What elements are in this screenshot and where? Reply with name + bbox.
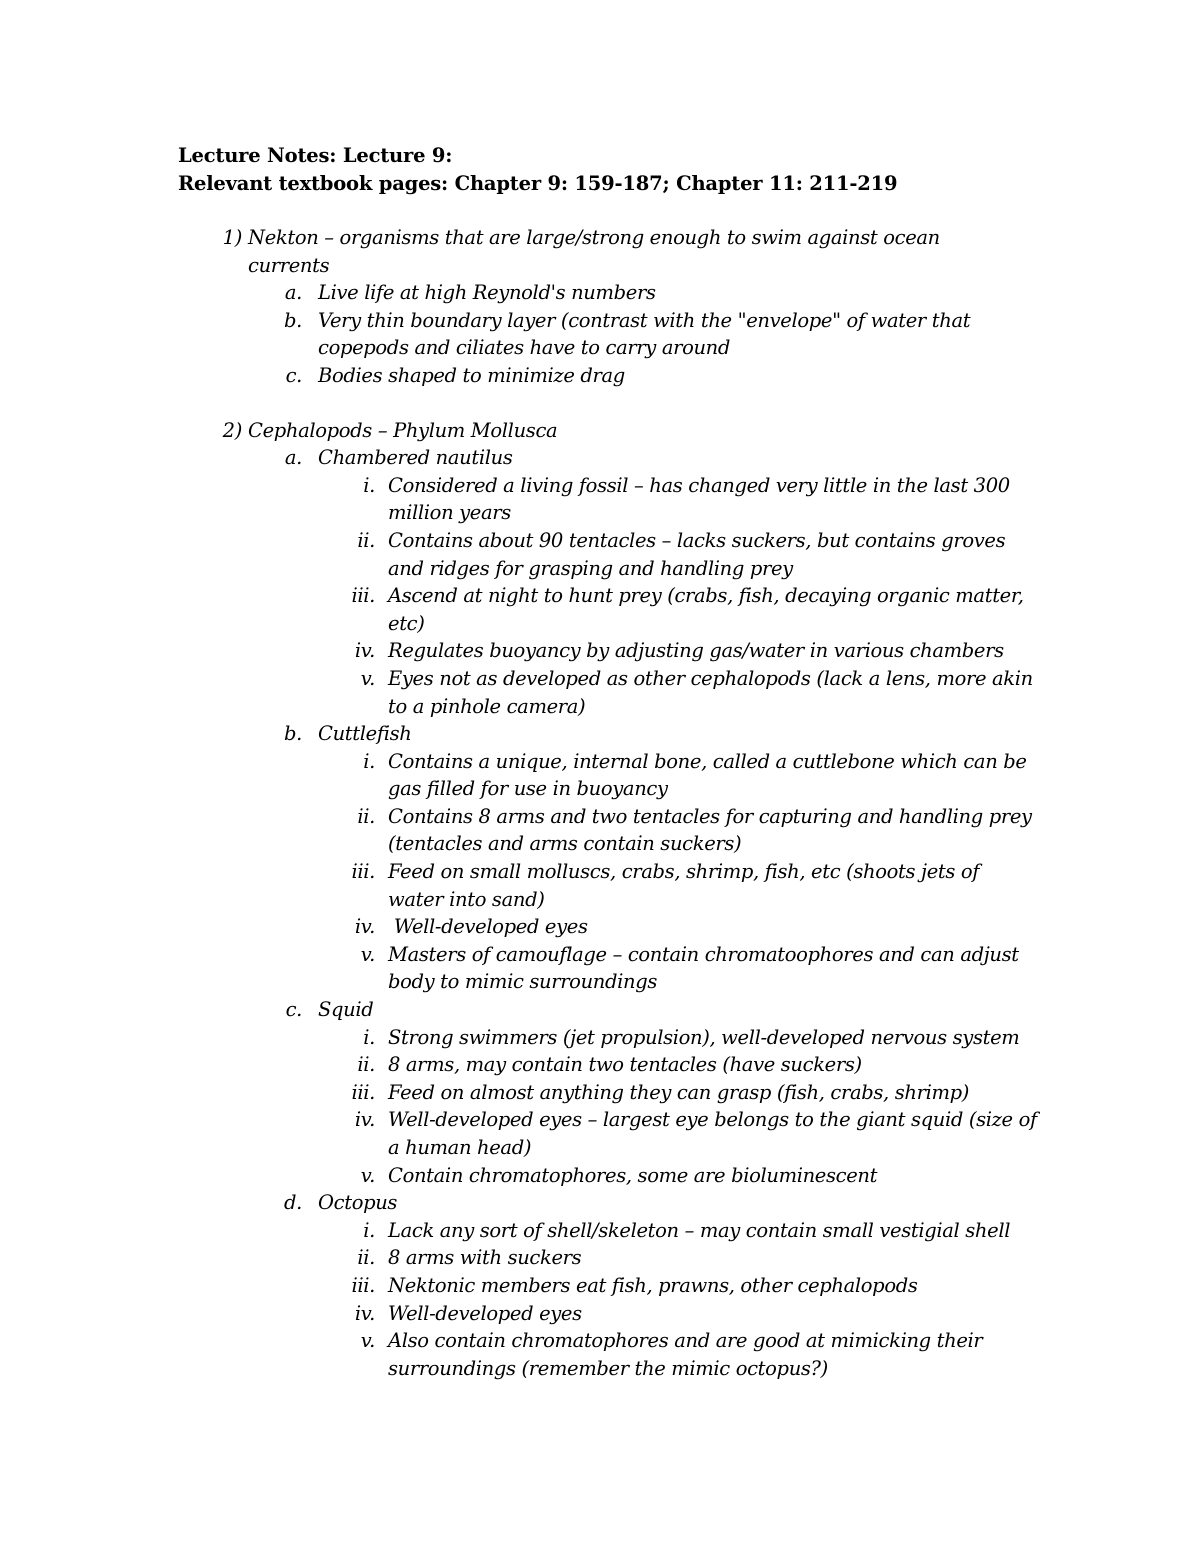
outline-item-1a [0,279,1200,307]
outline-item-1c [0,362,1200,390]
list-marker: b. [284,308,302,332]
outline-item-2d [0,1189,1200,1217]
list-item-text: Contains about 90 tentacles – lacks suckers, but contains groves and ridges for grasping and handling prey [388,528,1006,580]
list-item-text: Contains 8 arms and two tentacles for capturing and handling prey (tentacles and arms contain suckers) [388,804,1032,856]
outline-item-2b-ii [0,803,1200,858]
outline-item-2c-ii [0,1051,1200,1079]
list-marker: iv. [354,915,375,939]
list-item-text: Contain chromatophores, some are bioluminescent [388,1163,878,1187]
list-item-text: Strong swimmers (jet propulsion), well-developed nervous system [388,1025,1020,1049]
list-item-text: Cuttlefish [318,722,412,746]
list-marker: d. [284,1191,302,1215]
outline-item-2a [0,444,1200,472]
lecture-title: Lecture Notes: Lecture 9: [178,144,453,167]
list-item-text: Well-developed eyes [388,915,588,939]
document-header [178,142,897,198]
list-marker: ii. [357,528,375,552]
list-marker: iii. [351,1080,375,1104]
list-marker: a. [284,281,302,305]
list-marker: v. [360,1329,375,1353]
outline-item-2b-v [0,941,1200,996]
textbook-pages-line: Relevant textbook pages: Chapter 9: 159-187; Chapter 11: 211-219 [178,172,898,195]
outline-item-2c-i [0,1024,1200,1052]
list-marker: i. [363,473,375,497]
list-item-text: Nekton – organisms that are large/strong enough to swim against ocean currents [248,226,940,277]
list-marker: iv. [354,1301,375,1325]
list-marker: ii. [357,1053,375,1077]
list-item-text: Live life at high Reynold's numbers [318,281,656,305]
list-item-text: Also contain chromatophores and are good at mimicking their surroundings (remember the mimic octopus?) [388,1329,983,1380]
list-item-text: 8 arms with suckers [388,1246,582,1270]
list-item-text: Ascend at night to hunt prey (crabs, fish, decaying organic matter, etc) [388,584,1024,635]
list-item-text: Masters of camouflage – contain chromatoophores and can adjust body to mimic surroundings [388,942,1019,994]
list-marker: c. [285,998,302,1022]
list-marker: b. [284,722,302,746]
outline-item-2 [0,417,1200,445]
list-item-text: Eyes not as developed as other cephalopods (lack a lens, more akin to a pinhole camera) [388,666,1033,718]
list-marker: v. [360,942,375,966]
list-item-text: Nektonic members eat fish, prawns, other cephalopods [388,1273,918,1297]
list-marker: a. [284,446,302,470]
list-marker: iii. [351,1273,375,1297]
list-marker: 2) [222,418,242,442]
outline-item-2a-v [0,665,1200,720]
list-marker: iii. [351,860,375,884]
outline-item-2d-v [0,1327,1200,1382]
list-marker: iv. [354,1108,375,1132]
list-marker: c. [285,363,302,387]
outline-item-2c-v [0,1162,1200,1190]
outline-item-2d-iv [0,1300,1200,1328]
list-item-text: Octopus [318,1191,398,1215]
list-item-text: Regulates buoyancy by adjusting gas/water in various chambers [388,639,1004,663]
list-item-text: Contains a unique, internal bone, called a cuttlebone which can be gas filled for use in buoyancy [388,749,1027,801]
list-marker: i. [363,1025,375,1049]
list-item-text: Cephalopods – Phylum Mollusca [248,418,558,442]
list-item-text: Very thin boundary layer (contrast with the "envelope" of water that copepods and ciliates have to carry around [318,308,971,360]
list-marker: v. [360,1163,375,1187]
list-marker: ii. [357,1246,375,1270]
list-marker: 1) [222,226,242,249]
list-marker: i. [363,749,375,773]
list-marker: ii. [357,804,375,828]
outline-item-2c-iv [0,1106,1200,1161]
list-item-text: Considered a living fossil – has changed very little in the last 300 million years [388,473,1010,525]
list-item-text: Well-developed eyes – largest eye belongs to the giant squid (size of a human head) [388,1108,1037,1159]
outline-item-2b-iv [0,913,1200,941]
list-marker: iii. [351,584,375,608]
outline-item-2a-ii [0,527,1200,582]
list-item-text: Feed on small molluscs, crabs, shrimp, fish, etc (shoots jets of water into sand) [388,860,980,911]
section-spacer [0,390,1200,417]
outline-item-2d-iii [0,1272,1200,1300]
outline-item-2b-iii [0,858,1200,913]
outline-item-1b [0,307,1200,362]
list-marker: iv. [354,639,375,663]
list-item-text: Well-developed eyes [388,1301,582,1325]
outline-item-2a-i [0,472,1200,527]
outline-item-1 [0,224,1200,279]
outline-item-2d-i [0,1217,1200,1245]
list-item-text: Chambered nautilus [318,446,513,470]
list-marker: v. [360,666,375,690]
outline-item-2c [0,996,1200,1024]
list-item-text: Lack any sort of shell/skeleton – may contain small vestigial shell [388,1218,1011,1242]
list-item-text: 8 arms, may contain two tentacles (have suckers) [388,1053,862,1077]
outline-item-2a-iv [0,637,1200,665]
outline-item-2a-iii [0,582,1200,637]
lecture-outline [0,224,1200,1382]
outline-item-2c-iii [0,1079,1200,1107]
list-item-text: Bodies shaped to minimize drag [318,363,625,387]
outline-item-2d-ii [0,1244,1200,1272]
list-item-text: Squid [318,998,374,1022]
outline-item-2b [0,720,1200,748]
list-item-text: Feed on almost anything they can grasp (fish, crabs, shrimp) [388,1080,969,1104]
list-marker: i. [363,1218,375,1242]
outline-item-2b-i [0,748,1200,803]
